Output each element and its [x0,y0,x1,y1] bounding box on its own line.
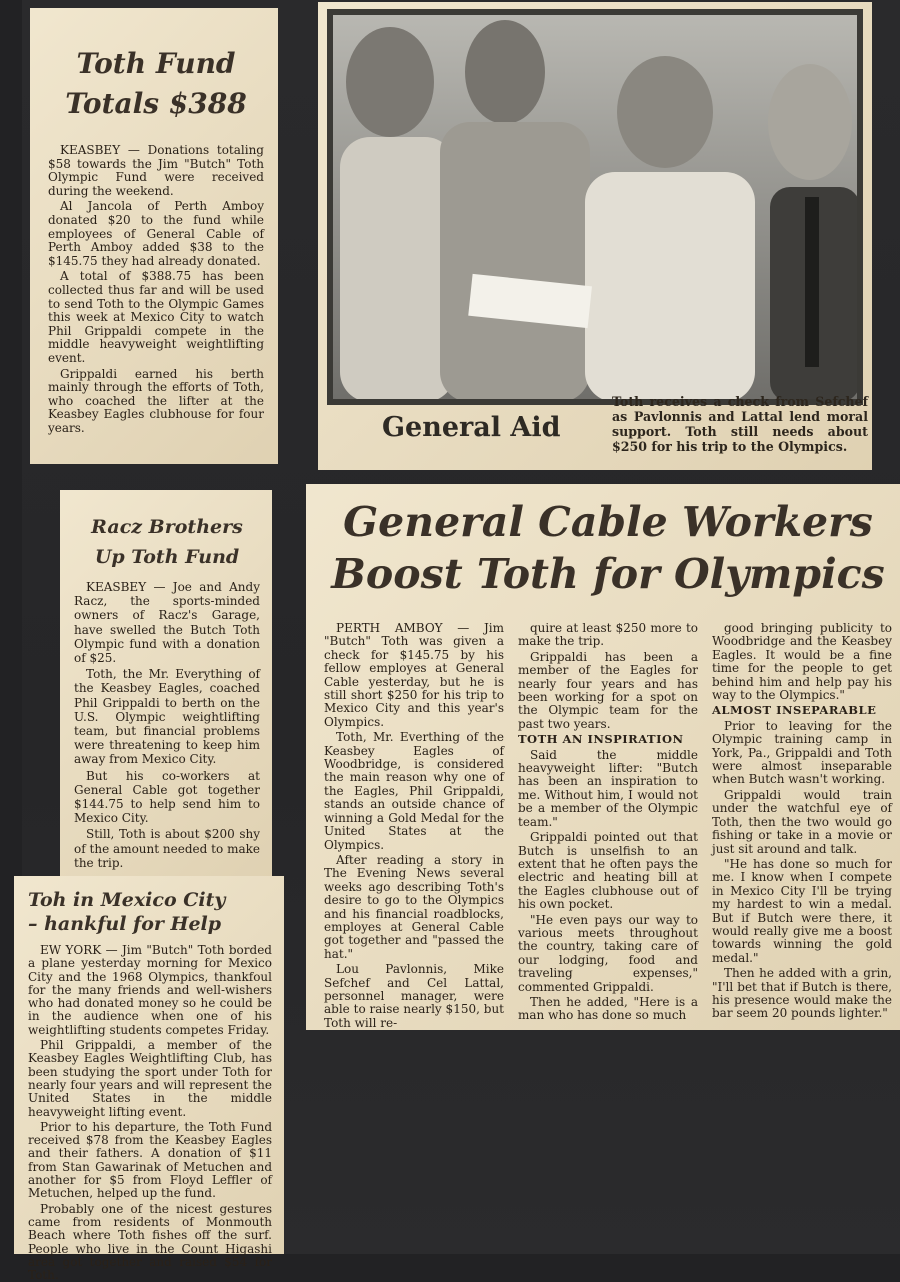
clipping-headline [28,888,272,936]
paragraph: Then he added, "Here is a man who has done so much [518,994,698,1023]
paragraph: Prior to his departure, the Toth Fund received $78 from the Keasbey Eagles and their fathers. A donation of $11 from Stan Gawarinak of Metuchen and another for $5 from Floyd Leffler of Metuchen, helped up the fund. [28,1119,272,1201]
clipping-racz-brothers [60,490,272,876]
paragraph: good bringing publicity to Woodbridge and the Keasbey Eagles. It would be a fine time for the people to get behind him and help pay his way to the Olympics." [712,621,892,703]
paragraph: Grippaldi earned his berth mainly through the efforts of Toth, who coached the lifter at the Keasbey Eagles clubhouse for four years. [48,366,264,435]
headline-line-2: Totals $388 [65,87,247,120]
paragraph: "He even pays our way to various meets throughout the country, taking care of our lodging, food and traveling expenses," commented Grippaldi. [518,912,698,994]
paragraph: Toth, Mr. Everthing of the Keasbey Eagles of Woodbridge, is considered the main reason why one of the Eagles, Phil Grippaldi, stands an outside chance of winning a Gold Medal for the United States at the Olympics. [324,730,504,852]
paragraph: KEASBEY — Joe and Andy Racz, the sports-minded owners of Racz's Garage, have swelled the Butch Toth Olympic fund with a donation of $25. [74,580,260,666]
clipping-toth-fund [30,8,278,464]
article-column-3 [712,622,892,1032]
article-column-2 [518,622,698,1032]
paragraph: Said the middle heavyweight lifter: "Butch has been an inspiration to me. Without him, I would not be a member of the Olympic team." [518,747,698,829]
news-photo [330,12,860,402]
paragraph: Toth, the Mr. Everything of the Keasbey Eagles, coached Phil Grippaldi to berth on the U.S. Olympic weightlifting team, but financial problems were threatening to keep him away from Mexico City. [74,667,260,767]
paragraph: "He has done so much for me. I know when I compete in Mexico City I'll be trying my hardest to win a medal. But if Butch were there, it would really give me a boost towards winning the gold medal." [712,856,892,965]
paragraph: quire at least $250 more to make the trip. [518,621,698,649]
paragraph: PERTH AMBOY — Jim "Butch" Toth was given a check for $145.75 by his fellow employes at General Cable yesterday, but he is still short $250 for his trip to Mexico City and this year's Olympics. [324,621,504,729]
headline-line-1: Toth Fund [76,47,236,80]
paragraph: But his co-workers at General Cable got together $144.75 to help send him to Mexico City. [74,768,260,826]
headline-line-1: Toh in Mexico City [28,889,226,911]
photo-caption: Toth receives a check from Sefchef as Pavlonnis and Lattal lend moral support. Toth still needs about $250 for his trip to the Olympics. [612,394,868,454]
paragraph: KEASBEY — Donations totaling $58 towards the Jim "Butch" Toth Olympic Fund were received during the weekend. [48,143,264,198]
photo-image [330,12,860,402]
paragraph: Grippaldi would train under the watchful eye of Toth, then the two would go fishing or take in a movie or just sit around and talk. [712,787,892,856]
clipping-photo [318,2,872,470]
clipping-headline [324,496,892,600]
clipping-mexico-city [14,876,284,1282]
subhead: TOTH AN INSPIRATION [518,732,684,747]
paragraph: Grippaldi pointed out that Butch is unselfish to an extent that he often pays the electric and heating bill at the Eagles clubhouse out of his own pocket. [518,830,698,912]
headline-line-2: Up Toth Fund [94,546,240,568]
paragraph: Still, Toth is about $200 shy of the amount needed to make the trip. [74,827,260,870]
paragraph: Lou Pavlonnis, Mike Sefchef and Cel Lattal, personnel manager, were able to raise nearly $150, but Toth will re- [324,962,504,1030]
headline-line-2: – hankful for Help [28,913,222,935]
clipping-general-cable [306,484,900,1030]
headline-line-2: Boost Toth for Olympics [331,550,885,598]
article-columns [324,622,892,1032]
subhead: ALMOST INSEPARABLE [712,703,877,718]
clipping-headline [74,512,260,572]
paragraph: Al Jancola of Perth Amboy donated $20 to the fund while employees of General Cable of Perth Amboy added $38 to the $145.75 they had already donated. [48,199,264,268]
paragraph: EW YORK — Jim "Butch" Toth borded a plane yesterday morning for Mexico City and the 1968 Olympics, thankfoul for the many friends and well-wishers who had donated money so he could be in the audience when one of his weightlifting students competes Friday. [28,943,272,1037]
paragraph: After reading a story in The Evening News several weeks ago describing Toth's desire to go to the Olympics and his financial roadblocks, employes at General Cable got together and "passed the hat." [324,852,504,961]
paragraph: Then he added with a grin, "I'll bet that if Butch is there, his presence would make the bar seem 20 pounds lighter." [712,966,892,1021]
paragraph: Grippaldi has been a member of the Eagles for nearly four years and has been working for a spot on the Olympic team for the past two years. [518,649,698,731]
photo-label: General Aid [382,412,561,443]
paragraph: Phil Grippaldi, a member of the Keasbey Eagles Weightlifting Club, has been studying the sport under Toth for nearly four years and will represent the United States in the middle heavyweight lifting event. [28,1038,272,1119]
clipping-headline [48,44,264,124]
paragraph: A total of $388.75 has been collected thus far and will be used to send Toth to the Olympic Games this week at Mexico City to watch Phil Grippaldi compete in the middle heavyweight weightlifting event. [48,269,264,365]
article-column-1 [324,622,504,1032]
paragraph: Prior to leaving for the Olympic training camp in York, Pa., Grippaldi and Toth were almost inseparable when Butch wasn't working. [712,718,892,787]
headline-line-1: Racz Brothers [91,516,243,538]
paragraph: Probably one of the nicest gestures came from residents of Monmouth Beach where Toth fishes off the surf. People who live in the Count Higashi area got together and raised $54 for Toth. [28,1201,272,1282]
headline-line-1: General Cable Workers [343,498,873,546]
